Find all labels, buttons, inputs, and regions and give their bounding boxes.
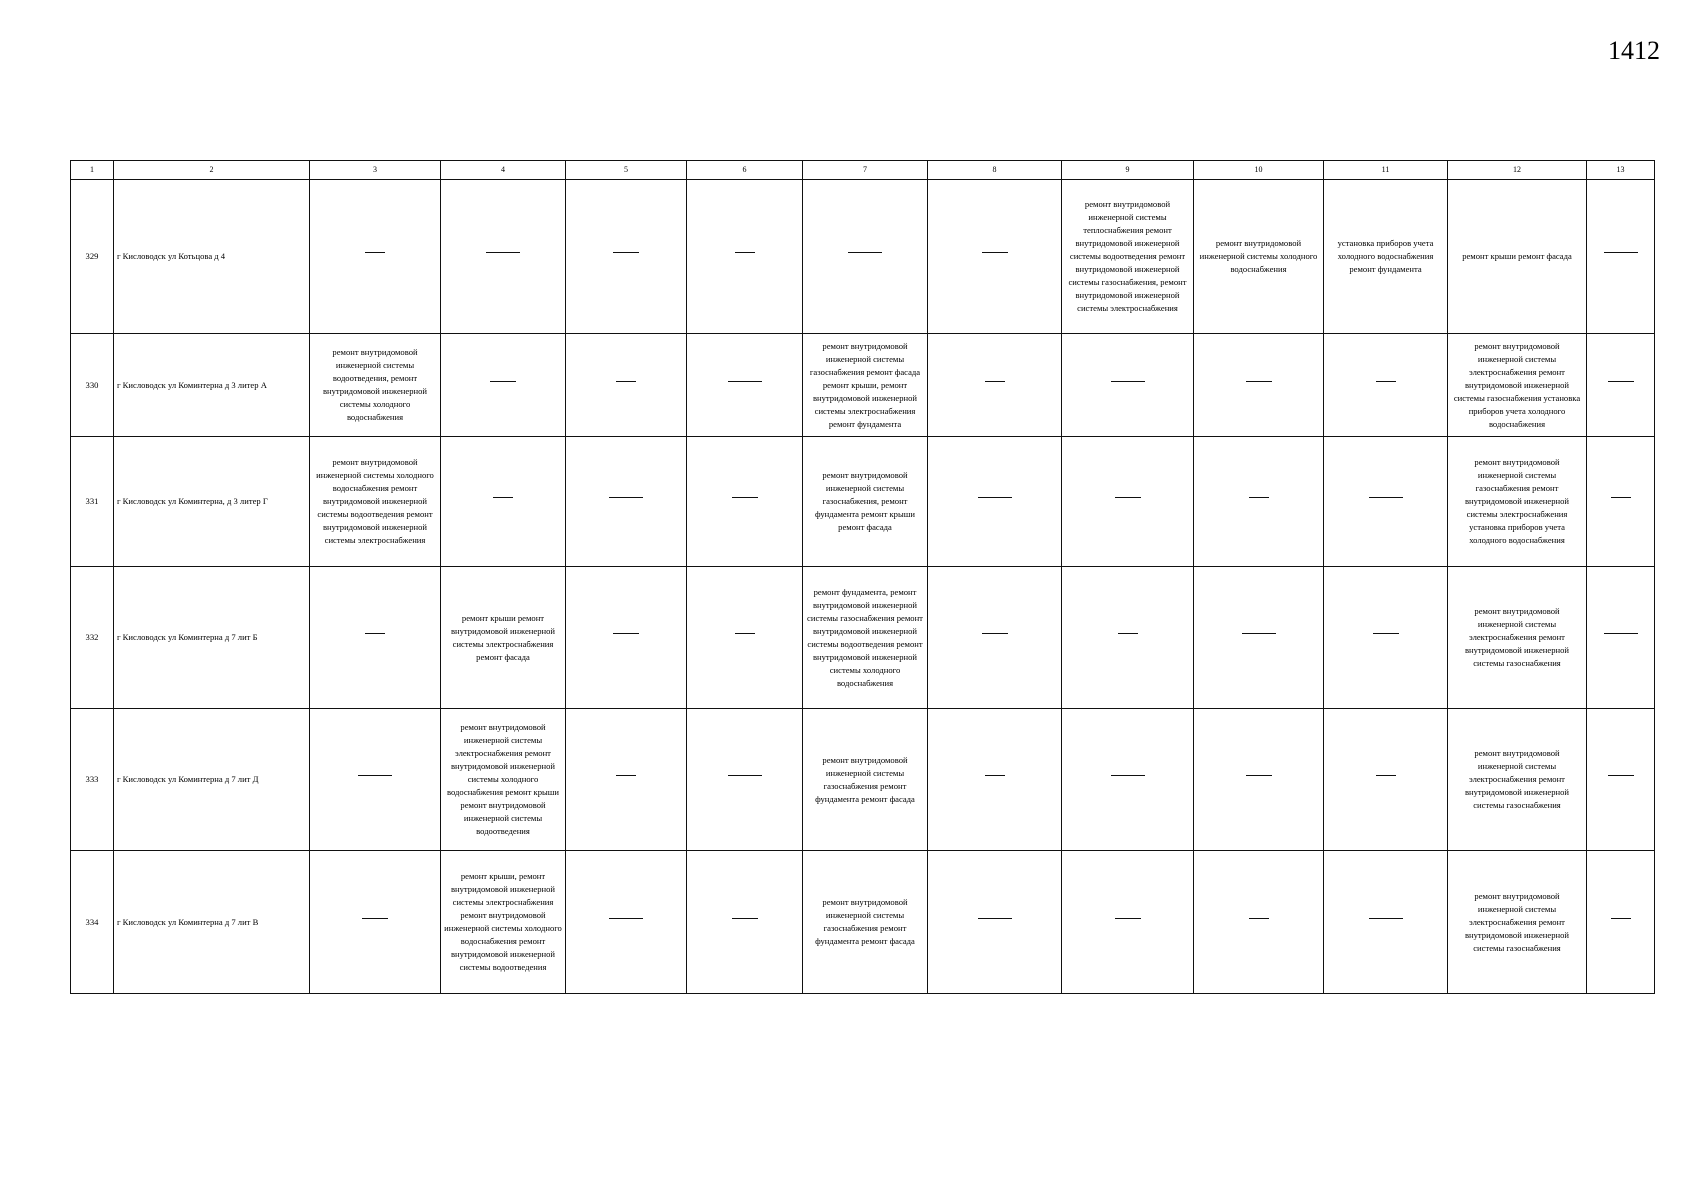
dash-mark	[735, 252, 755, 253]
dash-mark	[1111, 381, 1145, 382]
work-cell-col-13	[1587, 180, 1655, 334]
dash-mark	[735, 633, 755, 634]
column-number-cell: 11	[1324, 161, 1448, 180]
column-number-cell: 4	[441, 161, 566, 180]
work-cell-col-4	[441, 437, 566, 567]
work-cell-col-6	[687, 851, 803, 994]
dash-mark	[728, 381, 762, 382]
work-cell-col-6	[687, 334, 803, 437]
row-number-cell: 334	[71, 851, 114, 994]
dash-mark	[985, 381, 1005, 382]
work-cell-col-13	[1587, 334, 1655, 437]
dash-mark	[1369, 497, 1403, 498]
work-cell-col-5	[566, 334, 687, 437]
column-number-cell: 5	[566, 161, 687, 180]
column-number-cell: 10	[1194, 161, 1324, 180]
column-number-cell: 9	[1062, 161, 1194, 180]
work-cell-col-5	[566, 437, 687, 567]
dash-mark	[1376, 775, 1396, 776]
work-cell-col-10: ремонт внутридомовой инженерной системы холодного водоснабжения	[1194, 180, 1324, 334]
dash-mark	[1611, 497, 1631, 498]
work-cell-col-12: ремонт внутридомовой инженерной системы электроснабжения ремонт внутридомовой инженерной системы газоснабжения установка приборов учета холодного водоснабжения	[1448, 334, 1587, 437]
work-cell-col-3	[310, 709, 441, 851]
dash-mark	[1376, 381, 1396, 382]
dash-mark	[490, 381, 516, 382]
work-cell-col-7: ремонт внутридомовой инженерной системы газоснабжения ремонт фундамента ремонт фасада	[803, 709, 928, 851]
dash-mark	[613, 252, 639, 253]
dash-mark	[732, 497, 758, 498]
work-cell-col-8	[928, 567, 1062, 709]
dash-mark	[486, 252, 520, 253]
work-cell-col-9: ремонт внутридомовой инженерной системы теплоснабжения ремонт внутридомовой инженерной системы водоотведения ремонт внутридомовой инженерной системы газоснабжения, ремонт внутридомовой инженерной системы электроснабжения	[1062, 180, 1194, 334]
dash-mark	[978, 497, 1012, 498]
work-cell-col-6	[687, 567, 803, 709]
work-cell-col-8	[928, 334, 1062, 437]
dash-mark	[1369, 918, 1403, 919]
dash-mark	[1111, 775, 1145, 776]
work-cell-col-3	[310, 851, 441, 994]
work-cell-col-12: ремонт внутридомовой инженерной системы газоснабжения ремонт внутридомовой инженерной системы электроснабжения установка приборов учета холодного водоснабжения	[1448, 437, 1587, 567]
address-cell: г Кисловодск ул Коминтерна д 7 лит В	[114, 851, 310, 994]
column-number-cell: 8	[928, 161, 1062, 180]
dash-mark	[1242, 633, 1276, 634]
work-cell-col-6	[687, 709, 803, 851]
table-row	[71, 851, 1655, 994]
work-cell-col-13	[1587, 437, 1655, 567]
work-cell-col-12: ремонт внутридомовой инженерной системы электроснабжения ремонт внутридомовой инженерной системы газоснабжения	[1448, 851, 1587, 994]
table-row	[71, 334, 1655, 437]
dash-mark	[1604, 633, 1638, 634]
page-number: 1412	[1608, 36, 1660, 65]
dash-mark	[982, 252, 1008, 253]
work-cell-col-10	[1194, 567, 1324, 709]
column-number-cell: 12	[1448, 161, 1587, 180]
work-cell-col-8	[928, 709, 1062, 851]
work-cell-col-8	[928, 851, 1062, 994]
work-cell-col-6	[687, 180, 803, 334]
dash-mark	[985, 775, 1005, 776]
work-cell-col-4	[441, 334, 566, 437]
table-row	[71, 567, 1655, 709]
address-cell: г Кисловодск ул Котьцова д 4	[114, 180, 310, 334]
dash-mark	[362, 918, 388, 919]
dash-mark	[1115, 918, 1141, 919]
work-cell-col-5	[566, 180, 687, 334]
work-cell-col-7: ремонт фундамента, ремонт внутридомовой инженерной системы газоснабжения ремонт внутридомовой инженерной системы водоотведения ремонт внутридомовой инженерной системы холодного водоснабжения	[803, 567, 928, 709]
work-cell-col-3	[310, 180, 441, 334]
table-row	[71, 709, 1655, 851]
dash-mark	[728, 775, 762, 776]
column-number-cell: 13	[1587, 161, 1655, 180]
dash-mark	[732, 918, 758, 919]
column-number-row	[71, 161, 1655, 180]
dash-mark	[1608, 775, 1634, 776]
dash-mark	[609, 497, 643, 498]
column-number-cell: 7	[803, 161, 928, 180]
dash-mark	[1608, 381, 1634, 382]
work-cell-col-5	[566, 709, 687, 851]
dash-mark	[1246, 381, 1272, 382]
work-cell-col-10	[1194, 851, 1324, 994]
dash-mark	[1246, 775, 1272, 776]
work-cell-col-4: ремонт крыши, ремонт внутридомовой инженерной системы электроснабжения ремонт внутридомовой инженерной системы холодного водоснабжения ремонт внутридомовой инженерной системы водоотведения	[441, 851, 566, 994]
work-cell-col-8	[928, 437, 1062, 567]
work-cell-col-12: ремонт крыши ремонт фасада	[1448, 180, 1587, 334]
dash-mark	[1604, 252, 1638, 253]
address-cell: г Кисловодск ул Коминтерна д 7 лит Д	[114, 709, 310, 851]
dash-mark	[1611, 918, 1631, 919]
work-cell-col-9	[1062, 567, 1194, 709]
work-cell-col-11: установка приборов учета холодного водоснабжения ремонт фундамента	[1324, 180, 1448, 334]
row-number-cell: 333	[71, 709, 114, 851]
dash-mark	[616, 775, 636, 776]
address-cell: г Кисловодск ул Коминтерна д 3 литер А	[114, 334, 310, 437]
column-number-cell: 3	[310, 161, 441, 180]
work-cell-col-4	[441, 180, 566, 334]
work-cell-col-12: ремонт внутридомовой инженерной системы электроснабжения ремонт внутридомовой инженерной системы газоснабжения	[1448, 567, 1587, 709]
work-cell-col-3: ремонт внутридомовой инженерной системы холодного водоснабжения ремонт внутридомовой инженерной системы водоотведения ремонт внутридомовой инженерной системы электроснабжения	[310, 437, 441, 567]
work-cell-col-7	[803, 180, 928, 334]
work-cell-col-5	[566, 851, 687, 994]
work-cell-col-7: ремонт внутридомовой инженерной системы газоснабжения ремонт фундамента ремонт фасада	[803, 851, 928, 994]
dash-mark	[848, 252, 882, 253]
dash-mark	[365, 633, 385, 634]
work-cell-col-3: ремонт внутридомовой инженерной системы водоотведения, ремонт внутридомовой инженерной системы холодного водоснабжения	[310, 334, 441, 437]
table-row	[71, 180, 1655, 334]
dash-mark	[609, 918, 643, 919]
work-cell-col-5	[566, 567, 687, 709]
work-cell-col-11	[1324, 437, 1448, 567]
work-cell-col-9	[1062, 851, 1194, 994]
work-cell-col-4: ремонт крыши ремонт внутридомовой инженерной системы электроснабжения ремонт фасада	[441, 567, 566, 709]
dash-mark	[1249, 918, 1269, 919]
work-cell-col-6	[687, 437, 803, 567]
work-cell-col-13	[1587, 709, 1655, 851]
work-cell-col-7: ремонт внутридомовой инженерной системы газоснабжения ремонт фасада ремонт крыши, ремонт внутридомовой инженерной системы электроснабжения ремонт фундамента	[803, 334, 928, 437]
dash-mark	[1118, 633, 1138, 634]
dash-mark	[613, 633, 639, 634]
work-cell-col-8	[928, 180, 1062, 334]
dash-mark	[365, 252, 385, 253]
work-cell-col-3	[310, 567, 441, 709]
work-cell-col-9	[1062, 334, 1194, 437]
row-number-cell: 329	[71, 180, 114, 334]
dash-mark	[1373, 633, 1399, 634]
dash-mark	[1115, 497, 1141, 498]
column-number-cell: 2	[114, 161, 310, 180]
work-cell-col-4: ремонт внутридомовой инженерной системы электроснабжения ремонт внутридомовой инженерной системы холодного водоснабжения ремонт крыши ремонт внутридомовой инженерной системы водоотведения	[441, 709, 566, 851]
work-cell-col-10	[1194, 437, 1324, 567]
dash-mark	[493, 497, 513, 498]
work-cell-col-13	[1587, 567, 1655, 709]
work-cell-col-13	[1587, 851, 1655, 994]
work-cell-col-11	[1324, 567, 1448, 709]
work-cell-col-10	[1194, 709, 1324, 851]
work-cell-col-12: ремонт внутридомовой инженерной системы электроснабжения ремонт внутридомовой инженерной системы газоснабжения	[1448, 709, 1587, 851]
row-number-cell: 332	[71, 567, 114, 709]
row-number-cell: 330	[71, 334, 114, 437]
dash-mark	[982, 633, 1008, 634]
dash-mark	[978, 918, 1012, 919]
column-number-cell: 6	[687, 161, 803, 180]
work-cell-col-7: ремонт внутридомовой инженерной системы газоснабжения, ремонт фундамента ремонт крыши ремонт фасада	[803, 437, 928, 567]
row-number-cell: 331	[71, 437, 114, 567]
work-cell-col-11	[1324, 851, 1448, 994]
dash-mark	[358, 775, 392, 776]
address-cell: г Кисловодск ул Коминтерна, д 3 литер Г	[114, 437, 310, 567]
work-cell-col-9	[1062, 437, 1194, 567]
column-number-cell: 1	[71, 161, 114, 180]
work-cell-col-9	[1062, 709, 1194, 851]
dash-mark	[616, 381, 636, 382]
work-cell-col-11	[1324, 334, 1448, 437]
work-cell-col-11	[1324, 709, 1448, 851]
address-cell: г Кисловодск ул Коминтерна д 7 лит Б	[114, 567, 310, 709]
work-cell-col-10	[1194, 334, 1324, 437]
dash-mark	[1249, 497, 1269, 498]
table-row	[71, 437, 1655, 567]
repair-program-table	[70, 160, 1655, 994]
